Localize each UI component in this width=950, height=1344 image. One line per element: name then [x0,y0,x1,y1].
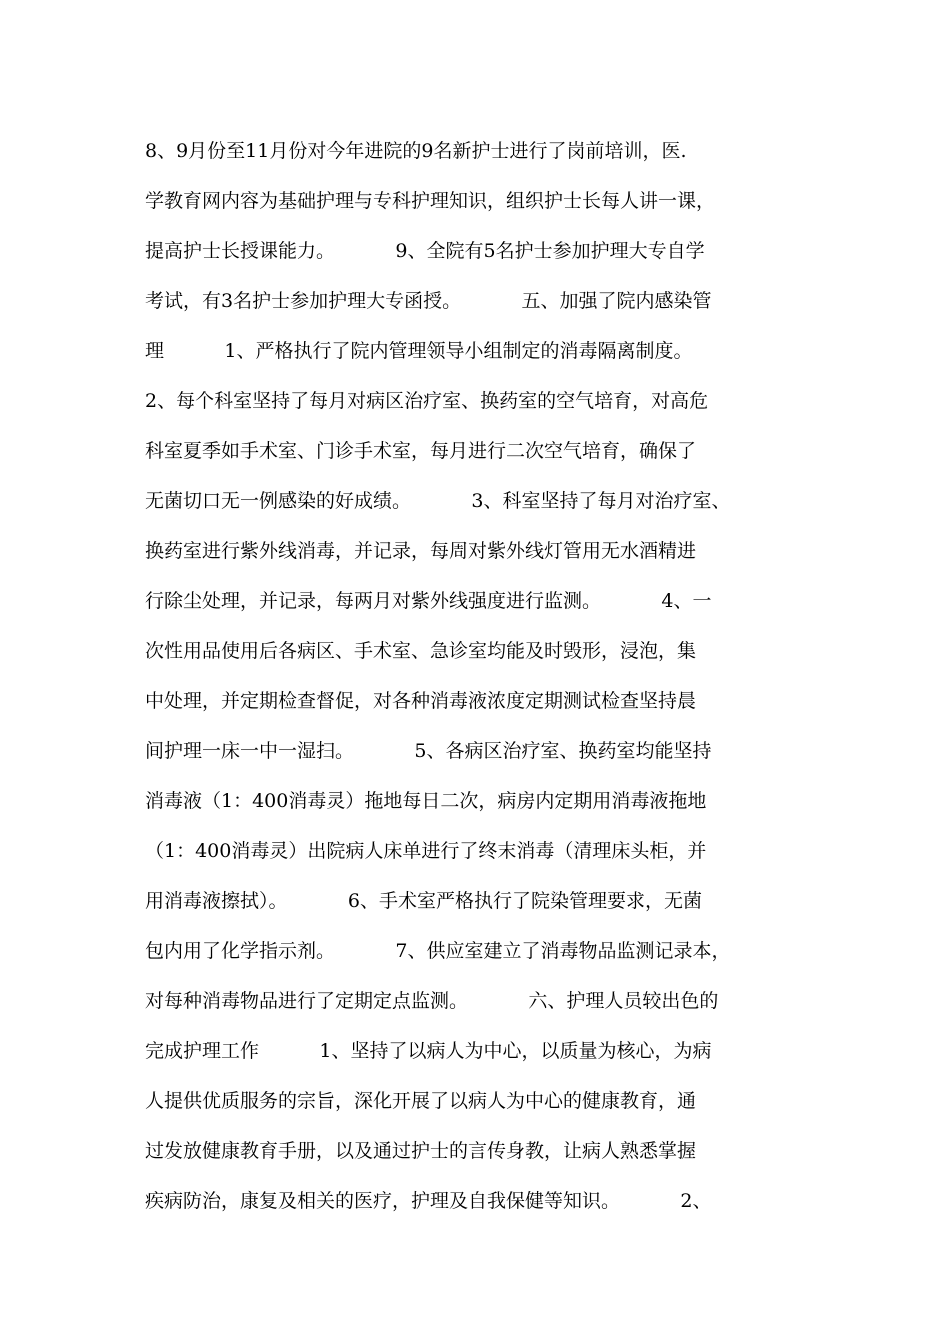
text-line: 人提供优质服务的宗旨，深化开展了以病人为中心的健康教育，通 [145,1090,697,1112]
text-line: 次性用品使用后各病区、手术室、急诊室均能及时毁形，浸泡，集 [145,640,697,662]
text-line: 行除尘处理，并记录，每两月对紫外线强度进行监测。 4、一 [145,590,712,612]
text-line: 换药室进行紫外线消毒，并记录，每周对紫外线灯管用无水酒精进 [145,540,697,562]
text-line: 间护理一床一中一湿扫。 5、各病区治疗室、换药室均能坚持 [145,740,712,762]
text-line: 完成护理工作 1、坚持了以病人为中心，以质量为核心，为病 [145,1040,712,1062]
body-text [145,133,845,1233]
text-line: 2、每个科室坚持了每月对病区治疗室、换药室的空气培育，对高危 [145,390,709,412]
text-line: 对每种消毒物品进行了定期定点监测。 六、护理人员较出色的 [145,990,719,1012]
text-line: 学教育网内容为基础护理与专科护理知识，组织护士长每人讲一课， [145,190,716,212]
text-line: 考试，有3名护士参加护理大专函授。 五、加强了院内感染管 [145,290,712,312]
text-line: 提高护士长授课能力。 9、全院有5名护士参加护理大专自学 [145,240,705,262]
text-line: 用消毒液擦拭）。 6、手术室严格执行了院染管理要求，无菌 [145,890,702,912]
text-line: 过发放健康教育手册，以及通过护士的言传身教，让病人熟悉掌握 [145,1140,697,1162]
text-line: 8、9月份至11月份对今年进院的9名新护士进行了岗前培训，医. [145,140,687,162]
text-line: 消毒液（1：400消毒灵）拖地每日二次，病房内定期用消毒液拖地 [145,790,707,812]
text-line: 理 1、严格执行了院内管理领导小组制定的消毒隔离制度。 [145,340,693,362]
text-line: （1：400消毒灵）出院病人床单进行了终末消毒（清理床头柜，并 [145,840,707,862]
text-line: 科室夏季如手术室、门诊手术室，每月进行二次空气培育，确保了 [145,440,697,462]
text-line: 疾病防治，康复及相关的医疗，护理及自我保健等知识。 2、 [145,1190,712,1212]
text-line: 包内用了化学指示剂。 7、供应室建立了消毒物品监测记录本， [145,940,731,962]
text-line: 无菌切口无一例感染的好成绩。 3、科室坚持了每月对治疗室、 [145,490,731,512]
text-line: 中处理，并定期检查督促，对各种消毒液浓度定期测试检查坚持晨 [145,690,697,712]
